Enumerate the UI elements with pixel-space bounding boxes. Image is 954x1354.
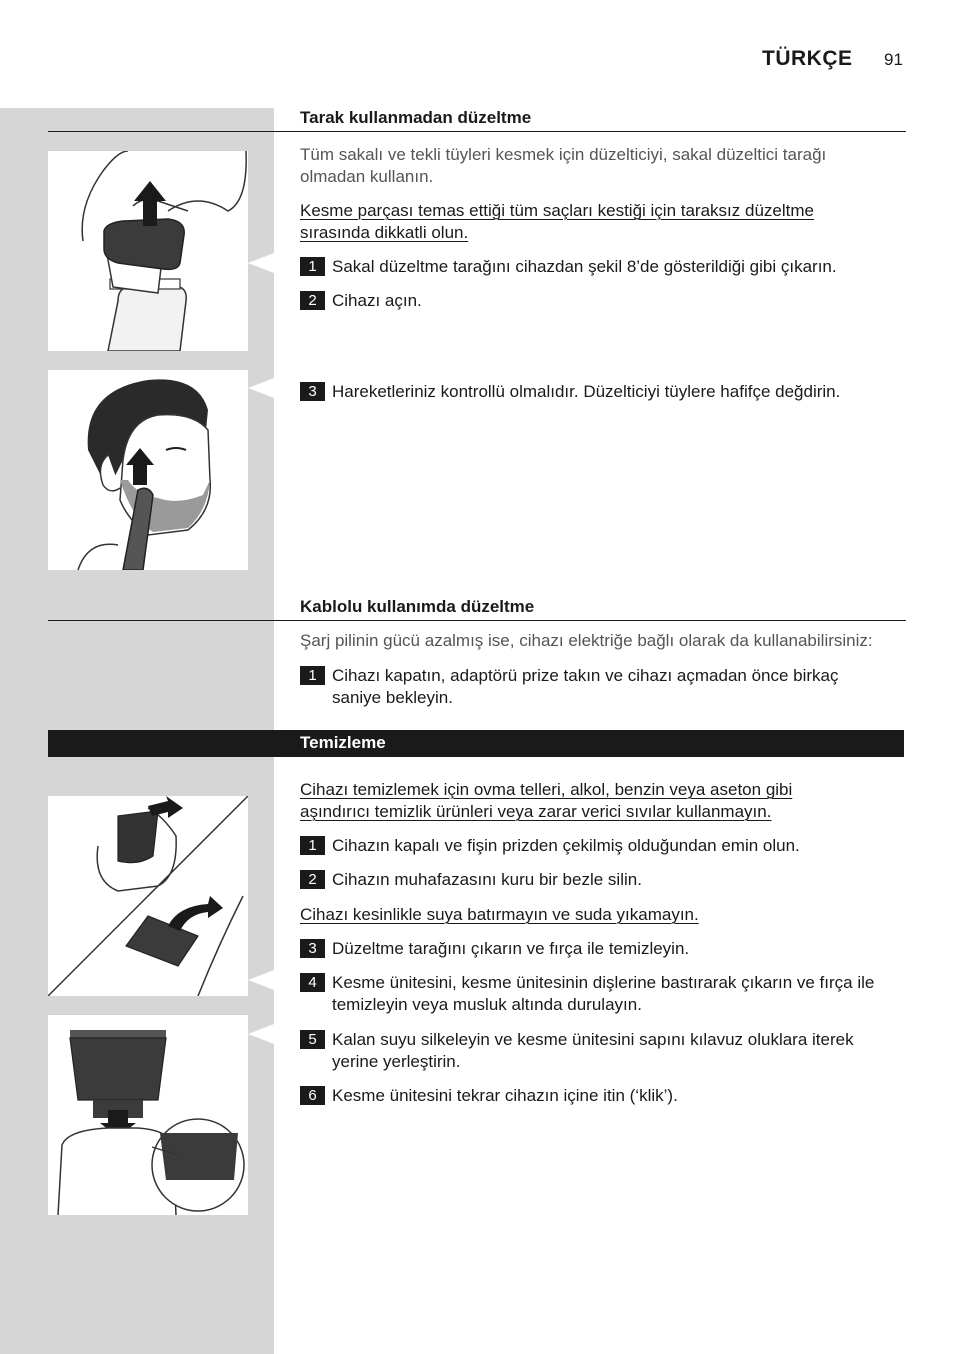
figure-pointer — [248, 970, 274, 990]
step-text: Cihazın muhafazasını kuru bir bezle silin. — [332, 870, 642, 889]
step-number: 1 — [300, 257, 325, 276]
section-title-trim-no-comb: Tarak kullanmadan düzeltme — [300, 108, 532, 127]
section-band-cleaning — [48, 730, 904, 757]
step-text: Cihazın kapalı ve fişin prizden çekilmiş olduğundan emin olun. — [332, 836, 800, 855]
figure-cleaning-parts — [48, 796, 248, 996]
section-rule — [48, 131, 906, 132]
figure-comb-removal — [48, 151, 248, 351]
figure-cutting-unit-reassembly — [48, 1015, 248, 1215]
step-number: 3 — [300, 382, 325, 401]
warning-text-trim-no-comb: Kesme parçası temas ettiği tüm saçları kestiği için taraksız düzeltme sırasında dikkatli olun. — [300, 201, 814, 242]
step-text: Cihazı kapatın, adaptörü prize takın ve cihazı açmadan önce birkaç saniye bekleyin. — [332, 666, 839, 707]
section-title-corded: Kablolu kullanımda düzeltme — [300, 597, 535, 616]
step-number: 2 — [300, 870, 325, 889]
step-text: Kalan suyu silkeleyin ve kesme ünitesini sapını kılavuz oluklara iterek yerine yerleştirin. — [332, 1030, 854, 1071]
step-number: 3 — [300, 939, 325, 958]
section-rule — [48, 620, 906, 621]
intro-text-corded: Şarj pilinin gücü azalmış ise, cihazı elektriğe bağlı olarak da kullanabilirsiniz: — [300, 631, 873, 650]
step-text: Cihazı açın. — [332, 291, 422, 310]
figure-face-trimming — [48, 370, 248, 570]
step-number: 1 — [300, 666, 325, 685]
intro-text-trim-no-comb: Tüm sakalı ve tekli tüyleri kesmek için düzelticiyi, sakal düzeltici tarağı olmadan kullanın. — [300, 145, 827, 186]
warning-text-cleaning-1: Cihazı temizlemek için ovma telleri, alkol, benzin veya aseton gibi aşındırıcı temizlik ürünleri veya zarar verici sıvılar kullanmayın. — [300, 780, 793, 821]
step-text: Kesme ünitesini tekrar cihazın içine itin (‘klik’). — [332, 1086, 678, 1105]
step-text: Kesme ünitesini, kesme ünitesinin dişlerine bastırarak çıkarın ve fırça ile temizleyin veya musluk altında durulayın. — [332, 973, 875, 1014]
page-number: 91 — [884, 50, 903, 69]
figure-pointer — [248, 253, 274, 273]
step-number: 2 — [300, 291, 325, 310]
section-title-cleaning: Temizleme — [300, 733, 386, 752]
figure-pointer — [248, 1024, 274, 1044]
header-language: TÜRKÇE — [762, 47, 853, 70]
warning-text-cleaning-2: Cihazı kesinlikle suya batırmayın ve suda yıkamayın. — [300, 905, 699, 924]
step-number: 1 — [300, 836, 325, 855]
step-number: 6 — [300, 1086, 325, 1105]
step-text: Hareketleriniz kontrollü olmalıdır. Düzelticiyi tüylere hafifçe değdirin. — [332, 382, 841, 401]
figure-pointer — [248, 378, 274, 398]
step-text: Sakal düzeltme tarağını cihazdan şekil 8’de gösterildiği gibi çıkarın. — [332, 257, 837, 276]
step-number: 4 — [300, 973, 325, 992]
step-number: 5 — [300, 1030, 325, 1049]
step-text: Düzeltme tarağını çıkarın ve fırça ile temizleyin. — [332, 939, 690, 958]
